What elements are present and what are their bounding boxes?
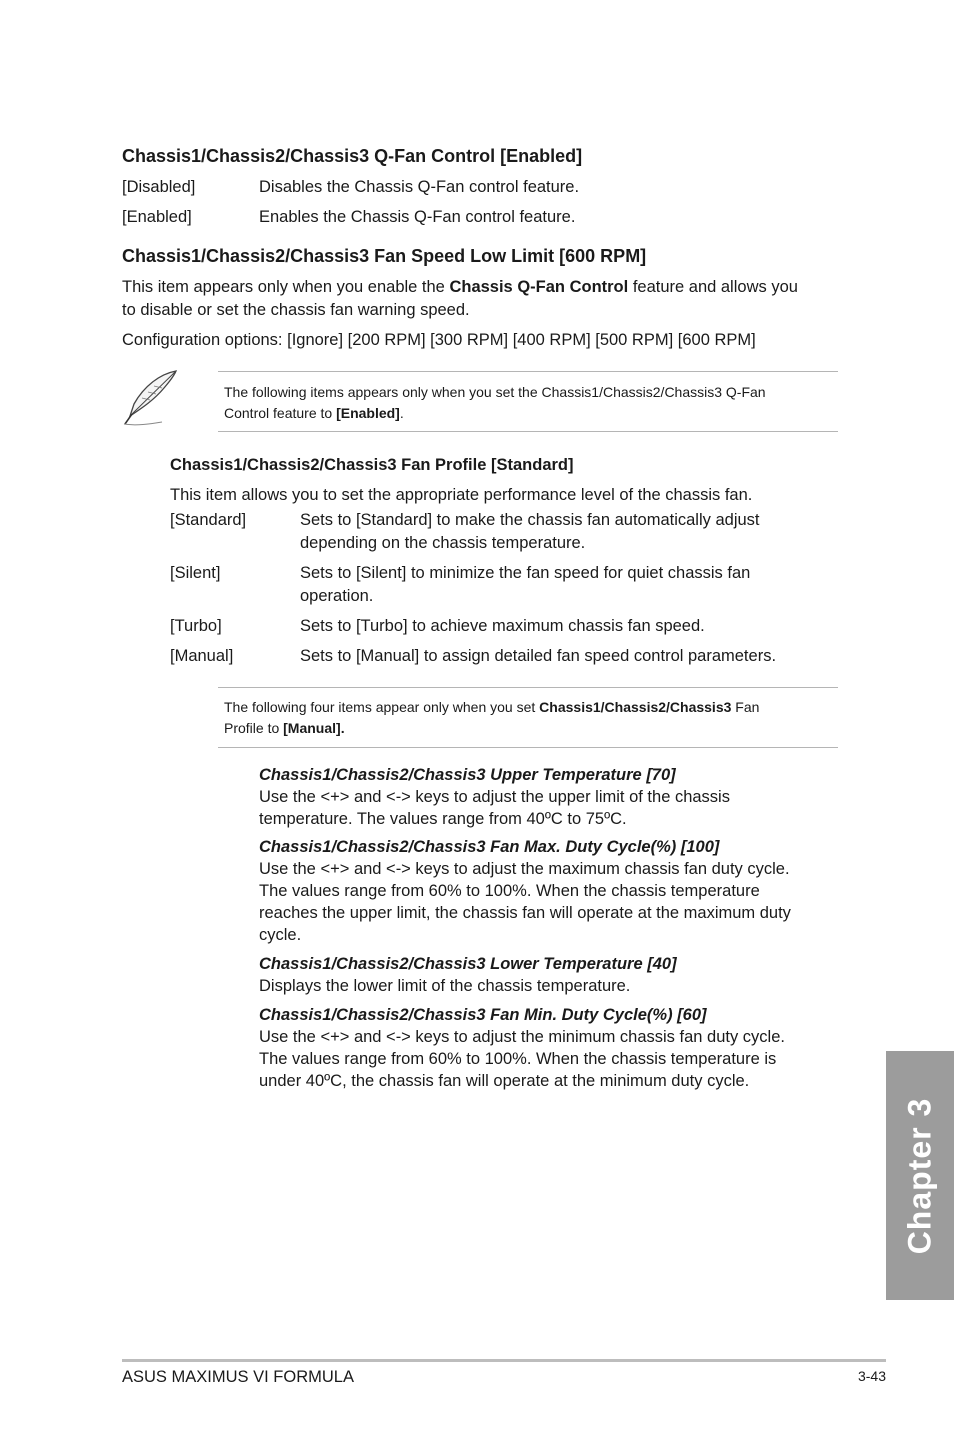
page-number: 3-43 (857, 1368, 886, 1384)
item-line: cycle. (259, 926, 302, 944)
desc-line: depending on the chassis temperature. (300, 534, 586, 552)
note-line: The following items appears only when you set the Chassis1/Chassis2/Chassis3 Q-Fan (224, 384, 766, 400)
divider (218, 687, 838, 688)
option-tag: [Manual] (170, 647, 234, 665)
desc-line: Sets to [Standard] to make the chassis fan automatically adjust (300, 511, 760, 529)
manual-item (259, 1004, 839, 1092)
option-tag: [Silent] (170, 564, 221, 582)
option-desc (300, 562, 840, 608)
chapter-label: Chapter 3 (901, 1097, 938, 1254)
note-text (224, 382, 834, 424)
item-line: Displays the lower limit of the chassis temperature. (259, 977, 631, 995)
section-heading-qfan-control: Chassis1/Chassis2/Chassis3 Q-Fan Control [Enabled] (122, 146, 583, 166)
item-line: The values range from 60% to 100%. When the chassis temperature (259, 882, 760, 900)
divider (218, 371, 838, 372)
item-heading: Chassis1/Chassis2/Chassis3 Lower Temperature [40] (259, 955, 677, 973)
text: . (399, 405, 404, 421)
item-line: temperature. The values range from 40ºC to 75ºC. (259, 810, 627, 828)
section-heading-fan-profile: Chassis1/Chassis2/Chassis3 Fan Profile [Standard] (170, 456, 574, 474)
option-desc: Sets to [Manual] to assign detailed fan speed control parameters. (300, 647, 777, 665)
item-line: Use the <+> and <-> keys to adjust the maximum chassis fan duty cycle. (259, 860, 790, 878)
item-heading: Chassis1/Chassis2/Chassis3 Fan Max. Duty Cycle(%) [100] (259, 838, 720, 856)
item-heading: Chassis1/Chassis2/Chassis3 Upper Temperature [70] (259, 766, 676, 784)
footer-product-name: ASUS MAXIMUS VI FORMULA (122, 1368, 354, 1386)
option-tag: [Standard] (170, 511, 247, 529)
item-heading: Chassis1/Chassis2/Chassis3 Fan Min. Duty Cycle(%) [60] (259, 1006, 707, 1024)
option-desc: Enables the Chassis Q-Fan control feature. (259, 208, 576, 226)
text: Fan (731, 699, 760, 715)
text: The following four items appear only when you set (224, 699, 540, 715)
text: feature and allows you (628, 278, 798, 296)
pen-feather-icon (120, 368, 180, 428)
text: Control feature to (224, 405, 337, 421)
section-heading-low-limit: Chassis1/Chassis2/Chassis3 Fan Speed Low Limit [600 RPM] (122, 246, 647, 266)
paragraph (122, 276, 842, 322)
footer-divider (122, 1359, 886, 1362)
desc-line: Sets to [Silent] to minimize the fan speed for quiet chassis fan (300, 564, 751, 582)
option-tag: [Disabled] (122, 178, 196, 196)
bold-text: [Enabled] (336, 405, 400, 421)
divider (218, 431, 838, 432)
item-line: Use the <+> and <-> keys to adjust the minimum chassis fan duty cycle. (259, 1028, 785, 1046)
note-text (224, 697, 834, 739)
bold-text: [Manual]. (283, 720, 345, 736)
item-line: reaches the upper limit, the chassis fan will operate at the maximum duty (259, 904, 791, 922)
intro-text: This item allows you to set the appropriate performance level of the chassis fan. (170, 486, 753, 504)
chapter-tab (886, 1051, 954, 1300)
bold-text: Chassis Q-Fan Control (449, 278, 629, 296)
text: Profile to (224, 720, 284, 736)
option-desc (300, 509, 840, 555)
option-tag: [Turbo] (170, 617, 222, 635)
item-line: The values range from 60% to 100%. When the chassis temperature is (259, 1050, 777, 1068)
manual-item (259, 953, 839, 997)
option-desc: Sets to [Turbo] to achieve maximum chassis fan speed. (300, 617, 705, 635)
option-tag: [Enabled] (122, 208, 192, 226)
paragraph-line: to disable or set the chassis fan warning speed. (122, 301, 470, 319)
option-desc: Disables the Chassis Q-Fan control feature. (259, 178, 580, 196)
manual-item (259, 836, 839, 946)
item-line: under 40ºC, the chassis fan will operate at the minimum duty cycle. (259, 1072, 750, 1090)
paragraph-line (122, 276, 842, 299)
divider (218, 747, 838, 748)
note-line (224, 697, 834, 718)
manual-item (259, 764, 839, 830)
config-options: Configuration options: [Ignore] [200 RPM] [300 RPM] [400 RPM] [500 RPM] [600 RPM] (122, 331, 756, 349)
bold-text: Chassis1/Chassis2/Chassis3 (539, 699, 732, 715)
text: This item appears only when you enable the (122, 278, 450, 296)
item-line: Use the <+> and <-> keys to adjust the upper limit of the chassis (259, 788, 730, 806)
desc-line: operation. (300, 587, 374, 605)
note-line (224, 403, 834, 424)
note-line (224, 718, 834, 739)
